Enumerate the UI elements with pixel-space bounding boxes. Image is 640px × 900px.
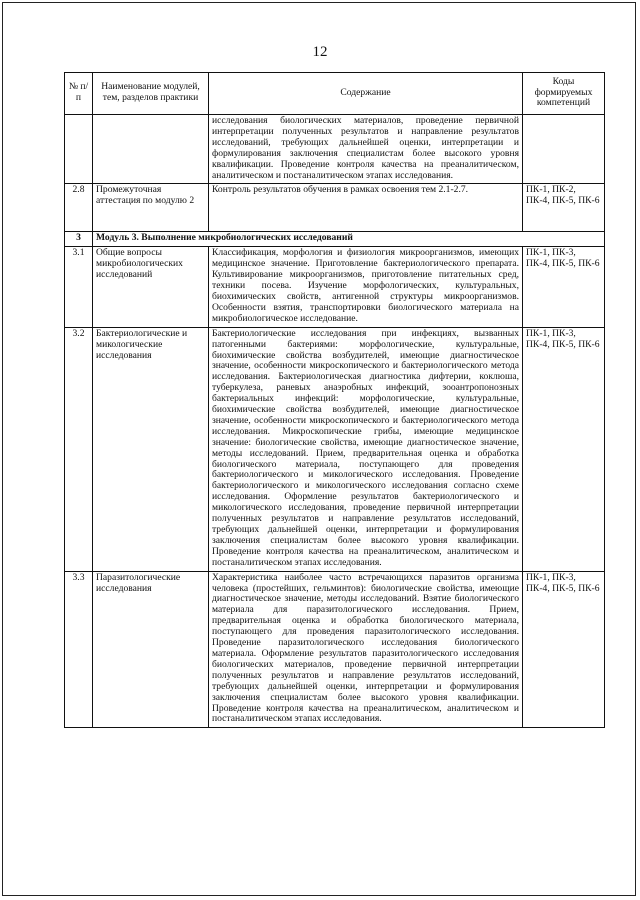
row-name: Общие вопросы микробиологических исследований	[93, 247, 209, 327]
row-num: 3.2	[65, 327, 93, 571]
row-content: Классификация, морфология и физиология микроорганизмов, имеющих медицинское значение. Приготовление бактериологического препарата. Культивирование микроорганизмов, приготовление питательных сред, техники посева. Изучение морфологических, культуральных, биохимических свойств, антигенной структуры микроорганизмов. Особенности взятия, транспортировки биологического материала на микробиологическое исследование.	[209, 247, 523, 327]
row-num: 3.3	[65, 571, 93, 728]
header-content: Содержание	[209, 73, 523, 115]
module-row	[65, 232, 605, 247]
row-codes: ПК-1, ПК-3, ПК-4, ПК-5, ПК-6	[523, 247, 605, 327]
row-codes: ПК-1, ПК-3, ПК-4, ПК-5, ПК-6	[523, 327, 605, 571]
row-num: 2.8	[65, 184, 93, 232]
table-row	[65, 327, 605, 571]
table-row	[65, 184, 605, 232]
row-content: исследования биологических материалов, проведение первичной интерпретации полученных результатов и направление результатов исследований, требующих дальнейшей оценки, интерпретации и формулирования заключения специалистам более высокого уровня квалификации. Проведение контроля качества на преаналитическом, аналитическом и постаналитическом этапах исследования.	[209, 115, 523, 184]
module-title: Модуль 3. Выполнение микробиологических исследований	[93, 232, 605, 247]
header-num: № п/п	[65, 73, 93, 115]
row-num	[65, 115, 93, 184]
row-name: Промежуточная аттестация по модулю 2	[93, 184, 209, 232]
row-codes	[523, 115, 605, 184]
row-num: 3.1	[65, 247, 93, 327]
row-name: Паразитологические исследования	[93, 571, 209, 728]
header-name: Наименование модулей, тем, разделов практики	[93, 73, 209, 115]
table-row	[65, 571, 605, 728]
row-codes: ПК-1, ПК-2, ПК-4, ПК-5, ПК-6	[523, 184, 605, 232]
table-row	[65, 115, 605, 184]
row-codes: ПК-1, ПК-3, ПК-4, ПК-5, ПК-6	[523, 571, 605, 728]
curriculum-table	[64, 72, 605, 728]
row-content: Характеристика наиболее часто встречающихся паразитов организма человека (простейших, гельминтов): биологические свойства, имеющие диагностическое значение, методы исследований. Взятие биологического материала для паразитологического исследования. Прием, предварительная оценка и обработка биологического материала, поступающего для проведения паразитологического исследования. Проведение паразитологического исследования биологического материала. Оформление результатов паразитологического исследования биологических материалов, проведение первичной интерпретации полученных результатов и направление результатов исследований, требующих дальнейшей оценки, интерпретации и формулирования заключения специалистам более высокого уровня квалификации. Проведение контроля качества на преаналитическом, аналитическом и постаналитическом этапах исследования.	[209, 571, 523, 728]
row-content: Контроль результатов обучения в рамках освоения тем 2.1-2.7.	[209, 184, 523, 232]
row-name	[93, 115, 209, 184]
table-header-row	[65, 73, 605, 115]
row-content: Бактериологические исследования при инфекциях, вызванных патогенными бактериями: морфологические, культуральные, биохимические свойства возбудителей, имеющие диагностическое значение, особенности микроскопического и бактериологического метода исследования. Бактериологическая диагностика дифтерии, коклюша, туберкулеза, раневых анаэробных инфекций, зооантропонозных бактериальных инфекций: морфологические, культуральные, биохимические свойства возбудителей, имеющие диагностическое значение, особенности микроскопического и бактериологического метода исследования. Микроскопические грибы, имеющие медицинское значение: биологические свойства, имеющие диагностическое значение, методы исследований. Прием, предварительная оценка и обработка биологического материала, поступающего для проведения бактериологического и микологического исследования. Проведение бактериологического и микологического исследования согласно схеме исследования. Оформление результатов бактериологического и микологического исследования, проведение первичной интерпретации полученных результатов и направление результатов исследований, требующих дальнейшей оценки, интерпретации и формулирования заключения специалистам более высокого уровня квалификации. Проведение контроля качества на преаналитическом, аналитическом и постаналитическом этапах исследования.	[209, 327, 523, 571]
module-num: 3	[65, 232, 93, 247]
table-row	[65, 247, 605, 327]
row-name: Бактериологические и микологические исследования	[93, 327, 209, 571]
header-codes: Коды формируемых компетенций	[523, 73, 605, 115]
page-number: 12	[312, 44, 328, 60]
